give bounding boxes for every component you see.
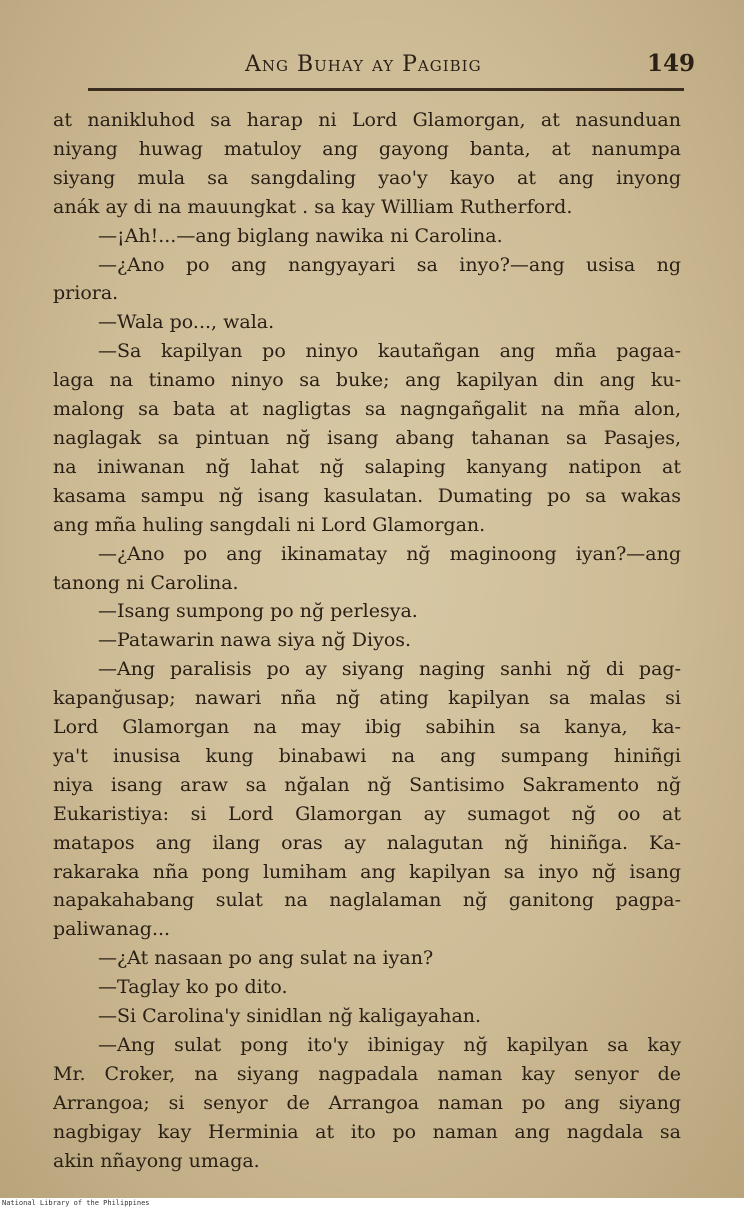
text-line: priora. [53, 282, 119, 305]
text-line: malong sa bata at nagligtas sa nagngañgalit na mña alon, [53, 398, 681, 421]
text-line: —Isang sumpong po nğ perlesya. [98, 600, 418, 623]
text-line: —Si Carolina'y sinidlan nğ kaligayahan. [98, 1005, 482, 1028]
text-line: —Wala po..., wala. [98, 311, 275, 334]
text-line: matapos ang ilang oras ay nalagutan nğ hiniñga. Ka- [53, 831, 681, 854]
text-line: siyang mula sa sangdaling yao'y kayo at ang inyong [53, 166, 681, 189]
text-line: na iniwanan nğ lahat nğ salaping kanyang natipon at [53, 455, 681, 478]
page-header [0, 48, 744, 82]
text-line: at nanikluhod sa harap ni Lord Glamorgan, at nasunduan [53, 109, 681, 131]
footer [0, 1198, 744, 1208]
text-line: Eukaristiya: si Lord Glamorgan ay sumagot nğ oo at [53, 802, 681, 825]
header-rule [88, 88, 684, 91]
text-line: Mr. Croker, na siyang nagpadala naman kay senyor de [53, 1062, 681, 1085]
text-line: niya isang araw sa nğalan nğ Santisimo Sakramento nğ [53, 773, 681, 796]
page-number: 149 [647, 50, 696, 77]
text-line: —Taglay ko po dito. [98, 976, 288, 999]
text-line: Arrangoa; si senyor de Arrangoa naman po ang siyang [53, 1091, 681, 1114]
text-line: niyang huwag matuloy ang gayong banta, at nanumpa [53, 137, 681, 160]
text-line: anák ay di na mauungkat . sa kay William Rutherford. [53, 195, 573, 218]
text-line: paliwanag... [53, 918, 171, 941]
text-line: laga na tinamo ninyo sa buke; ang kapilyan din ang ku- [53, 369, 681, 392]
text-line: akin nñayong umaga. [53, 1149, 260, 1172]
text-line: —Ang paralisis po ay siyang naging sanhi nğ di pag- [98, 658, 681, 681]
text-line: nagbigay kay Herminia at ito po naman ang nagdala sa [53, 1120, 681, 1143]
text-line: napakahabang sulat na naglalaman nğ ganitong pagpa- [53, 889, 681, 912]
text-line: Lord Glamorgan na may ibig sabihin sa kanya, ka- [53, 716, 681, 739]
text-line: —¿Ano po ang nangyayari sa inyo?—ang usisa ng [98, 253, 681, 276]
text-line: —Sa kapilyan po ninyo kautañgan ang mña pagaa- [98, 340, 681, 363]
text-line: naglagak sa pintuan nğ isang abang tahanan sa Pasajes, [53, 426, 681, 449]
text-line: —¿Ano po ang ikinamatay nğ maginoong iyan?—ang [98, 542, 681, 565]
text-line: —¿At nasaan po ang sulat na iyan? [98, 947, 434, 970]
library-credit: National Library of the Philippines [2, 1199, 150, 1207]
text-line: kapanğusap; nawari nña nğ ating kapilyan sa malas si [53, 687, 681, 710]
text-line: —Patawarin nawa siya nğ Diyos. [98, 629, 412, 652]
body-text [53, 106, 681, 1176]
running-head: Ang Buhay ay Pagibig [245, 52, 482, 77]
text-line: kasama sampu nğ isang kasulatan. Dumating po sa wakas [53, 484, 681, 507]
text-line: rakaraka nña pong lumiham ang kapilyan sa inyo nğ isang [53, 860, 681, 883]
text-line: ya't inusisa kung binabawi na ang sumpang hiniñgi [53, 744, 681, 767]
text-line: ang mña huling sangdali ni Lord Glamorgan. [53, 513, 486, 536]
text-line: tanong ni Carolina. [53, 571, 239, 594]
text-line: —¡Ah!...—ang biglang nawika ni Carolina. [98, 224, 503, 247]
text-line: —Ang sulat pong ito'y ibinigay nğ kapilyan sa kay [98, 1034, 681, 1056]
